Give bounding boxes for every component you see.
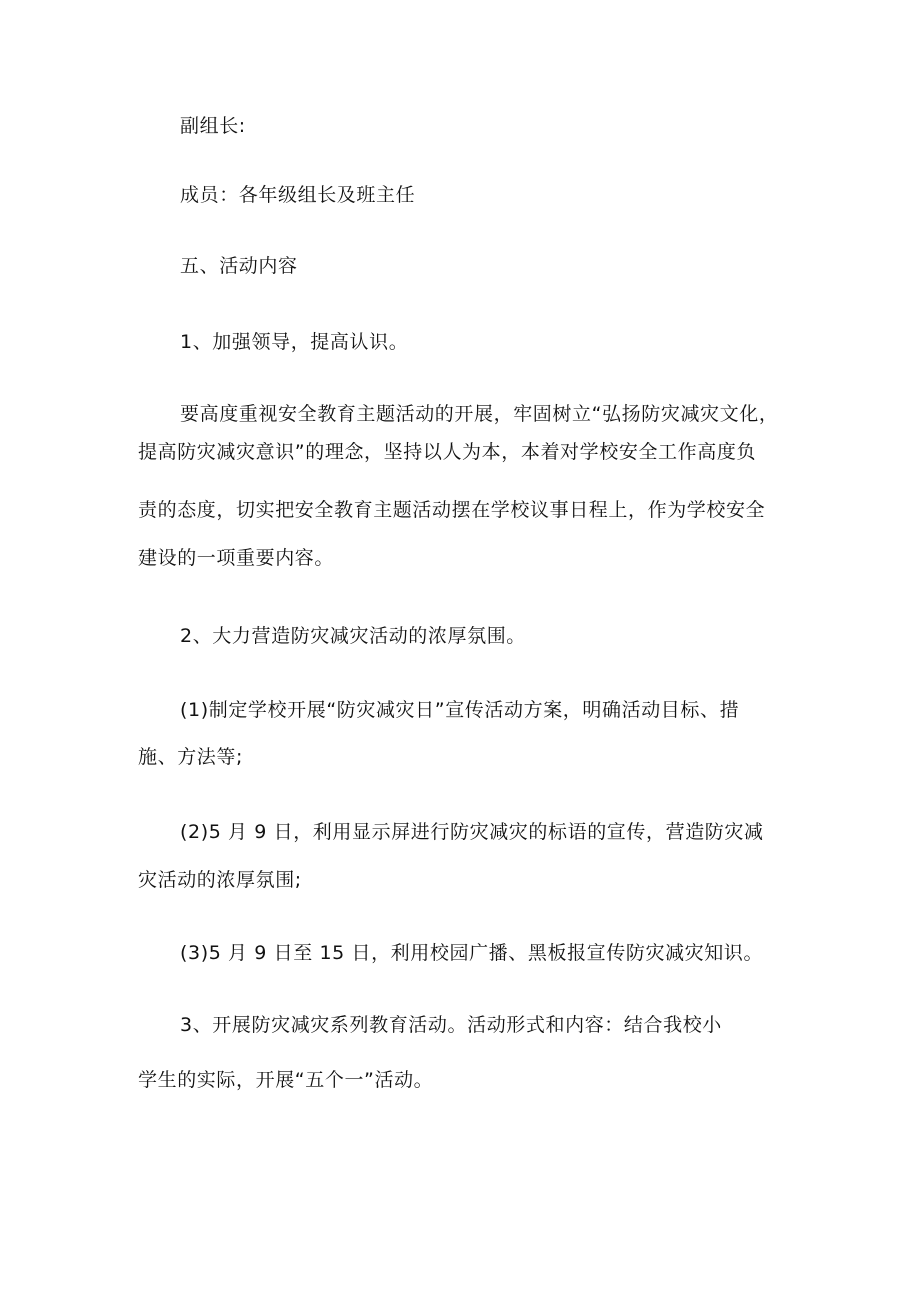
sub-item-3-line: (3)5 月 9 日至 15 日，利用校园广播、黑板报宣传防灾减灾知识。 <box>180 942 764 964</box>
item-1-heading: 1、加强领导，提高认识。 <box>180 331 409 353</box>
sub-item-2-line: (2)5 月 9 日，利用显示屏进行防灾减灾的标语的宣传，营造防灾减 <box>180 821 764 843</box>
item-3-line: 学生的实际，开展“五个一”活动。 <box>138 1069 434 1091</box>
sub-item-1-line: 施、方法等; <box>138 746 244 768</box>
paragraph-line: 责的态度，切实把安全教育主题活动摆在学校议事日程上，作为学校安全 <box>138 499 766 521</box>
deputy-leader-line: 副组长: <box>180 115 246 137</box>
item-2-heading: 2、大力营造防灾减灾活动的浓厚氛围。 <box>180 625 526 647</box>
members-line: 成员：各年级组长及班主任 <box>180 184 416 206</box>
sub-item-2-line: 灾活动的浓厚氛围; <box>138 869 302 891</box>
item-3-line: 3、开展防灾减灾系列教育活动。活动形式和内容：结合我校小 <box>180 1014 722 1036</box>
paragraph-line: 提高防灾减灾意识”的理念，坚持以人为本，本着对学校安全工作高度负 <box>138 441 757 463</box>
paragraph-line: 要高度重视安全教育主题活动的开展，牢固树立“弘扬防灾减灾文化， <box>180 403 779 425</box>
paragraph-line: 建设的一项重要内容。 <box>138 547 335 569</box>
sub-item-1-line: (1)制定学校开展“防灾减灾日”宣传活动方案，明确活动目标、措 <box>180 699 740 721</box>
section-heading: 五、活动内容 <box>180 255 298 277</box>
